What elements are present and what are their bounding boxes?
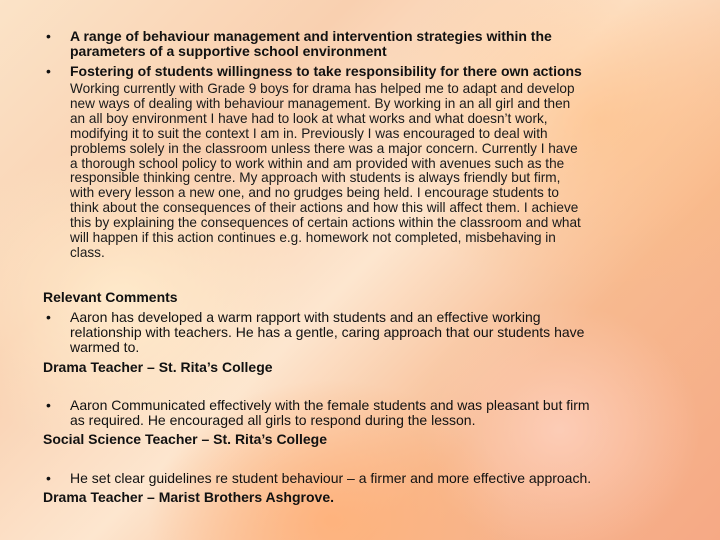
comment-line: as required. He encouraged all girls to respond during the lesson.: [70, 412, 476, 428]
relevant-comments-heading: Relevant Comments: [43, 289, 178, 305]
attribution: Social Science Teacher – St. Rita’s College: [43, 431, 328, 447]
bullet-marker: •: [46, 28, 51, 44]
paragraph-line: an all boy environment I have had to look at what works and what doesn’t work,: [70, 110, 548, 126]
bullet-marker: •: [46, 397, 51, 413]
paragraph-line: responsible thinking centre. My approach with students is always friendly but firm,: [70, 170, 561, 186]
paragraph-line: problems solely in the classroom unless there was a major concern. Currently I have: [70, 140, 578, 156]
comment-line: Aaron has developed a warm rapport with students and an effective working: [70, 309, 541, 325]
paragraph-line: a thorough school policy to work within and am provided with avenues such as the: [70, 155, 565, 171]
bullet-marker: •: [46, 63, 51, 79]
comment-line: He set clear guidelines re student behaviour – a firmer and more effective approach.: [70, 470, 592, 486]
attribution: Drama Teacher – Marist Brothers Ashgrove.: [43, 489, 334, 505]
bullet-text-line: A range of behaviour management and intervention strategies within the: [70, 28, 552, 44]
attribution: Drama Teacher – St. Rita’s College: [43, 359, 273, 375]
paragraph-line: Working currently with Grade 9 boys for drama has helped me to adapt and develop: [70, 81, 575, 96]
comment-line: warmed to.: [70, 339, 140, 355]
comment-line: Aaron Communicated effectively with the female students and was pleasant but firm: [70, 397, 590, 413]
paragraph-line: new ways of dealing with behaviour management. By working in an all girl and then: [70, 95, 571, 111]
paragraph-line: with every lesson a new one, and no grudges being held. I encourage students to: [70, 185, 559, 201]
bullet-marker: •: [46, 470, 51, 486]
bullet-text-line: parameters of a supportive school environment: [70, 43, 387, 59]
paragraph-line: this by explaining the consequences of certain actions within the classroom and what: [70, 215, 581, 231]
bullet-text-line: Fostering of students willingness to take responsibility for there own actions: [70, 63, 582, 79]
experience-paragraph: [70, 82, 676, 261]
paragraph-line: think about the consequences of their actions and how this will affect them. I achieve: [70, 200, 579, 216]
comment-line: relationship with teachers. He has a gentle, caring approach that our students have: [70, 324, 585, 340]
paragraph-line: modifying it to suit the context I am in. Previously I was encouraged to deal with: [70, 125, 548, 141]
bullet-marker: •: [46, 309, 51, 325]
paragraph-line: class.: [70, 244, 105, 260]
paragraph-line: will happen if this action continues e.g. homework not completed, misbehaving in: [70, 230, 556, 246]
